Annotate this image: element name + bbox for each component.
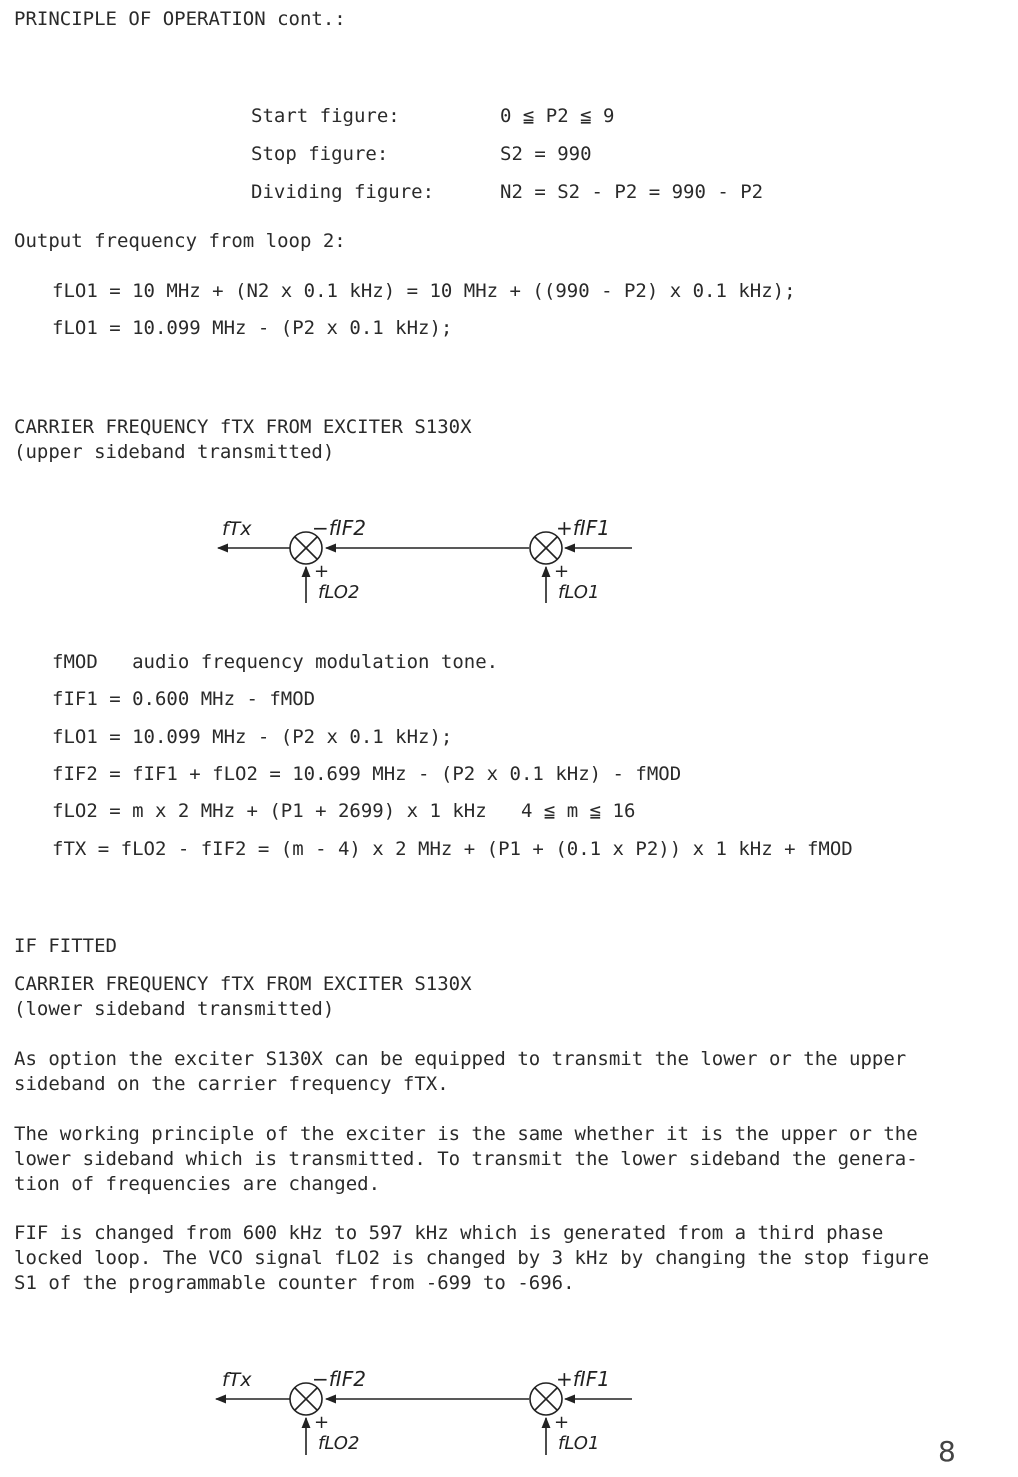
usb-diagram-fif2-label: −fIF2 xyxy=(312,516,366,540)
usb-diagram-plus-2: + xyxy=(314,561,330,582)
dividing-figure-label: Dividing figure: xyxy=(251,181,435,203)
output-frequency-label: Output frequency from loop 2: xyxy=(14,230,346,252)
lsb-subheading: (lower sideband transmitted) xyxy=(14,998,335,1020)
equation-flo1: fLO1 = 10.099 MHz - (P2 x 0.1 kHz); xyxy=(52,726,453,748)
paragraph-2-line-1: The working principle of the exciter is the same whether it is the upper or the xyxy=(14,1123,918,1145)
page-title: PRINCIPLE OF OPERATION cont.: xyxy=(14,8,346,30)
equation-fmod: fMOD audio frequency modulation tone. xyxy=(52,651,499,673)
equation-flo1-simplified: fLO1 = 10.099 MHz - (P2 x 0.1 kHz); xyxy=(52,317,453,339)
usb-diagram-flo1-label: fLO1 xyxy=(558,582,600,603)
start-figure-value: 0 ≦ P2 ≦ 9 xyxy=(500,105,615,127)
page-number: 8 xyxy=(938,1435,956,1468)
paragraph-3-line-3: S1 of the programmable counter from -699 to -696. xyxy=(14,1272,575,1294)
paragraph-1-line-1: As option the exciter S130X can be equipped to transmit the lower or the upper xyxy=(14,1048,907,1070)
lsb-heading: CARRIER FREQUENCY fTX FROM EXCITER S130X xyxy=(14,973,472,995)
paragraph-1-line-2: sideband on the carrier frequency fTX. xyxy=(14,1073,449,1095)
equation-flo2: fLO2 = m x 2 MHz + (P1 + 2699) x 1 kHz 4 ≦ m ≦ 16 xyxy=(52,800,636,822)
dividing-figure-value: N2 = S2 - P2 = 990 - P2 xyxy=(500,181,764,203)
start-figure-label: Start figure: xyxy=(251,105,400,127)
usb-subheading: (upper sideband transmitted) xyxy=(14,441,335,463)
usb-mixer-diagram xyxy=(0,505,1018,610)
lsb-mixer-diagram xyxy=(0,1357,1018,1462)
paragraph-3-line-2: locked loop. The VCO signal fLO2 is changed by 3 kHz by changing the stop figure xyxy=(14,1247,930,1269)
paragraph-2-line-3: tion of frequencies are changed. xyxy=(14,1173,381,1195)
equation-fif1: fIF1 = 0.600 MHz - fMOD xyxy=(52,688,316,710)
lsb-diagram-flo2-label: fLO2 xyxy=(318,1433,360,1454)
lsb-diagram-fif2-label: −fIF2 xyxy=(312,1367,366,1391)
usb-diagram-fif1-label: +fIF1 xyxy=(556,516,610,540)
paragraph-2-line-2: lower sideband which is transmitted. To transmit the lower sideband the genera- xyxy=(14,1148,918,1170)
stop-figure-value: S2 = 990 xyxy=(500,143,592,165)
equation-flo1-expanded: fLO1 = 10 MHz + (N2 x 0.1 kHz) = 10 MHz + ((990 - P2) x 0.1 kHz); xyxy=(52,280,796,302)
equation-ftx: fTX = fLO2 - fIF2 = (m - 4) x 2 MHz + (P1 + (0.1 x P2)) x 1 kHz + fMOD xyxy=(52,838,853,860)
lsb-diagram-plus-1: + xyxy=(554,1412,570,1433)
usb-heading: CARRIER FREQUENCY fTX FROM EXCITER S130X xyxy=(14,416,472,438)
paragraph-3-line-1: FIF is changed from 600 kHz to 597 kHz which is generated from a third phase xyxy=(14,1222,884,1244)
lsb-diagram-flo1-label: fLO1 xyxy=(558,1433,600,1454)
stop-figure-label: Stop figure: xyxy=(251,143,389,165)
if-fitted-label: IF FITTED xyxy=(14,935,117,957)
usb-diagram-ftx-label: fTx xyxy=(222,518,252,540)
lsb-diagram-fif1-label: +fIF1 xyxy=(556,1367,610,1391)
lsb-diagram-plus-2: + xyxy=(314,1412,330,1433)
usb-diagram-flo2-label: fLO2 xyxy=(318,582,360,603)
usb-diagram-plus-1: + xyxy=(554,561,570,582)
lsb-diagram-ftx-label: fTx xyxy=(222,1369,252,1391)
equation-fif2: fIF2 = fIF1 + fLO2 = 10.699 MHz - (P2 x 0.1 kHz) - fMOD xyxy=(52,763,682,785)
